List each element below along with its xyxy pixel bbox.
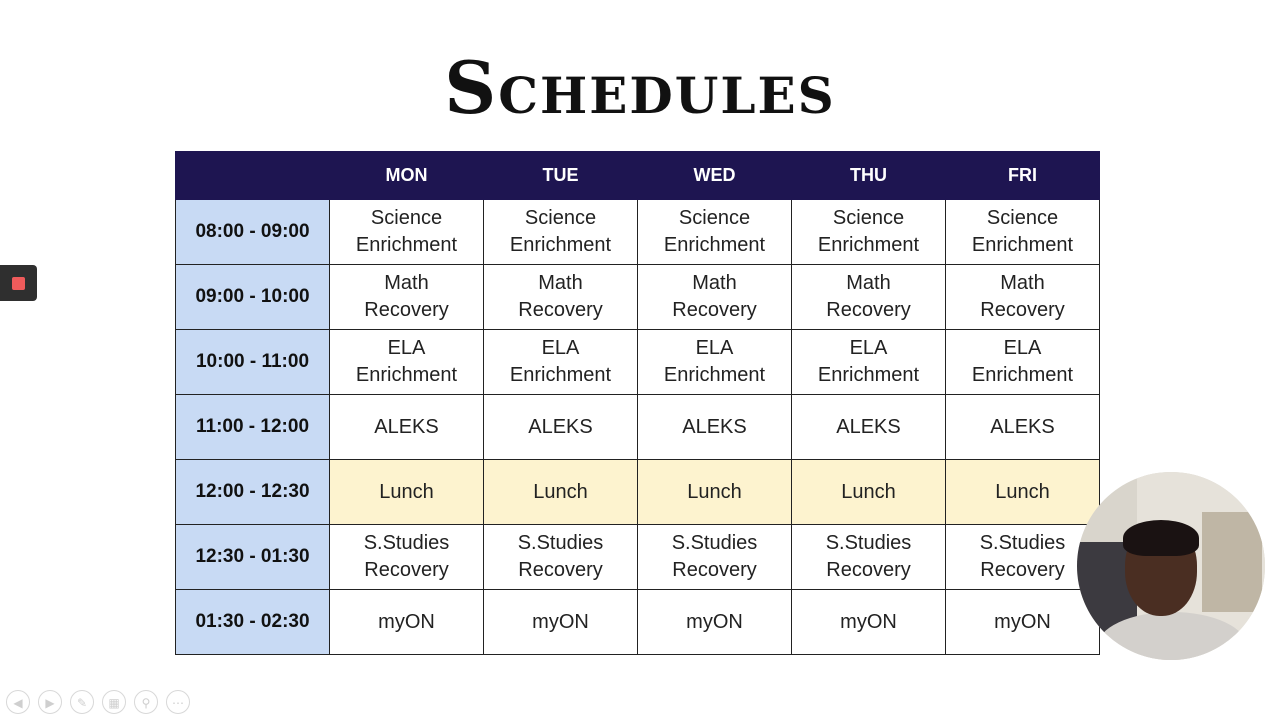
activity-cell: Lunch <box>330 460 484 525</box>
activity-cell: myON <box>330 590 484 655</box>
activity-cell: ELA Enrichment <box>484 330 638 395</box>
activity-cell: ALEKS <box>484 395 638 460</box>
slides-grid-icon[interactable]: ▦ <box>102 690 126 714</box>
activity-cell: Math Recovery <box>792 265 946 330</box>
activity-cell: myON <box>484 590 638 655</box>
table-row <box>176 265 1100 330</box>
activity-cell: ALEKS <box>946 395 1100 460</box>
table-row <box>176 525 1100 590</box>
activity-cell: Lunch <box>946 460 1100 525</box>
webcam-presenter-hair <box>1123 520 1199 556</box>
pen-icon[interactable]: ✎ <box>70 690 94 714</box>
time-cell: 12:00 - 12:30 <box>176 460 330 525</box>
more-options-icon[interactable]: ⋯ <box>166 690 190 714</box>
activity-cell: Science Enrichment <box>946 200 1100 265</box>
activity-cell: myON <box>792 590 946 655</box>
table-row <box>176 330 1100 395</box>
activity-cell: S.Studies Recovery <box>946 525 1100 590</box>
activity-cell: ALEKS <box>792 395 946 460</box>
time-cell: 10:00 - 11:00 <box>176 330 330 395</box>
time-cell: 09:00 - 10:00 <box>176 265 330 330</box>
schedule-table <box>175 151 1100 655</box>
corner-cell <box>176 152 330 200</box>
next-slide-icon[interactable]: ▶ <box>38 690 62 714</box>
slide-title: Schedules <box>444 45 836 130</box>
activity-cell: ELA Enrichment <box>330 330 484 395</box>
webcam-bulletin-board <box>1202 512 1262 612</box>
activity-cell: Science Enrichment <box>484 200 638 265</box>
time-cell: 12:30 - 01:30 <box>176 525 330 590</box>
zoom-icon[interactable]: ⚲ <box>134 690 158 714</box>
day-header: MON <box>330 152 484 200</box>
activity-cell: ELA Enrichment <box>792 330 946 395</box>
stop-icon <box>12 277 25 290</box>
day-header: TUE <box>484 152 638 200</box>
table-row <box>176 590 1100 655</box>
activity-cell: Science Enrichment <box>792 200 946 265</box>
activity-cell: Math Recovery <box>484 265 638 330</box>
presentation-toolbar <box>6 690 190 716</box>
activity-cell: S.Studies Recovery <box>484 525 638 590</box>
activity-cell: Lunch <box>484 460 638 525</box>
activity-cell: ELA Enrichment <box>946 330 1100 395</box>
activity-cell: S.Studies Recovery <box>792 525 946 590</box>
table-row <box>176 395 1100 460</box>
activity-cell: ALEKS <box>638 395 792 460</box>
activity-cell: Science Enrichment <box>330 200 484 265</box>
activity-cell: Math Recovery <box>330 265 484 330</box>
activity-cell: Lunch <box>792 460 946 525</box>
activity-cell: Math Recovery <box>638 265 792 330</box>
time-cell: 08:00 - 09:00 <box>176 200 330 265</box>
activity-cell: ALEKS <box>330 395 484 460</box>
time-cell: 11:00 - 12:00 <box>176 395 330 460</box>
day-header: WED <box>638 152 792 200</box>
activity-cell: Math Recovery <box>946 265 1100 330</box>
activity-cell: Science Enrichment <box>638 200 792 265</box>
previous-slide-icon[interactable]: ◀ <box>6 690 30 714</box>
header-row <box>176 152 1100 200</box>
activity-cell: myON <box>946 590 1100 655</box>
day-header: THU <box>792 152 946 200</box>
day-header: FRI <box>946 152 1100 200</box>
activity-cell: Lunch <box>638 460 792 525</box>
time-cell: 01:30 - 02:30 <box>176 590 330 655</box>
stop-recording-button[interactable] <box>0 265 37 301</box>
activity-cell: ELA Enrichment <box>638 330 792 395</box>
table-row <box>176 460 1100 525</box>
webcam-feed <box>1077 472 1265 660</box>
table-row <box>176 200 1100 265</box>
activity-cell: S.Studies Recovery <box>638 525 792 590</box>
activity-cell: S.Studies Recovery <box>330 525 484 590</box>
activity-cell: myON <box>638 590 792 655</box>
